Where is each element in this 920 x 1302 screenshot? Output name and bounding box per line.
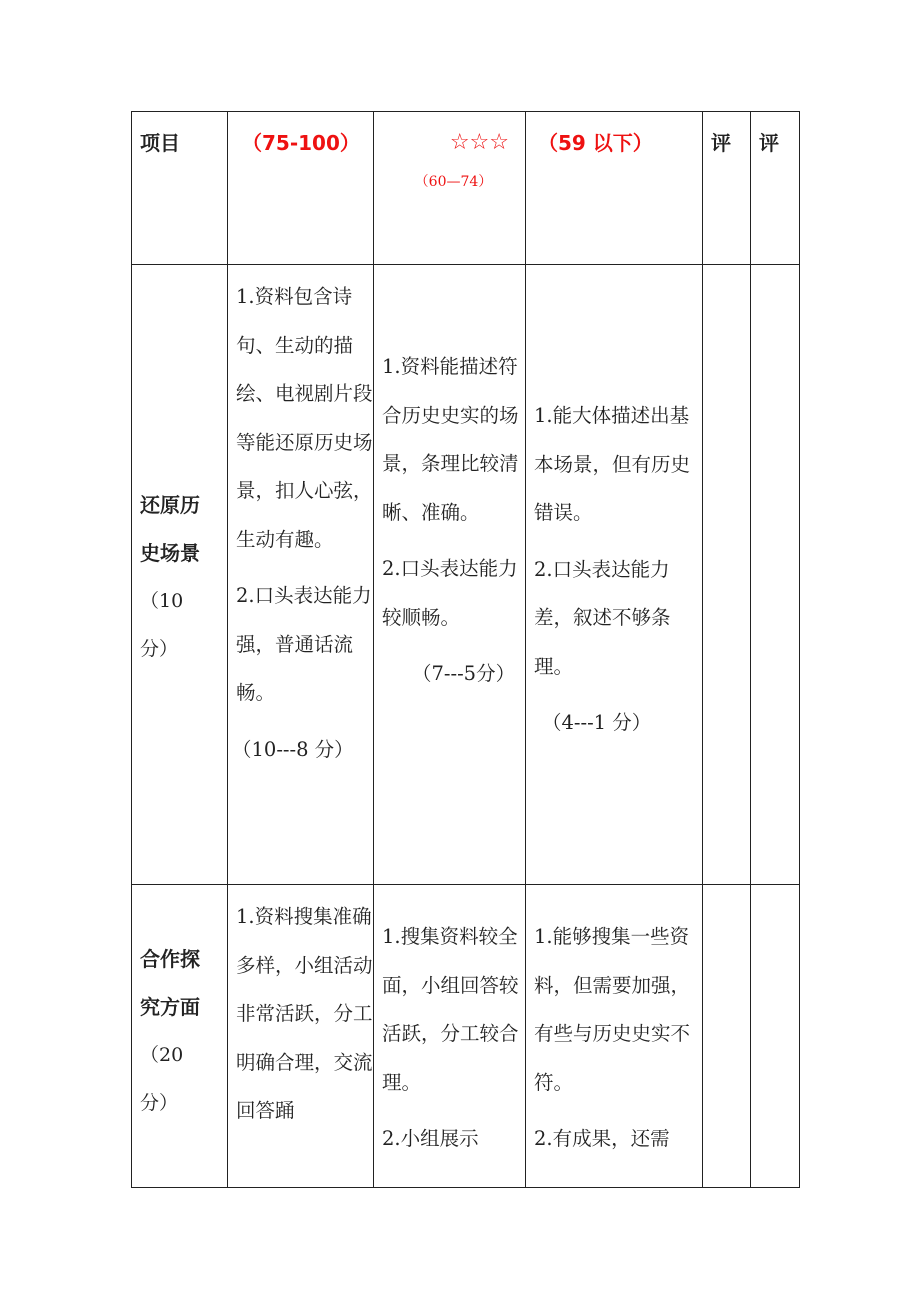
eval-cell-2[interactable] bbox=[751, 265, 800, 885]
category-score-line1: （10 bbox=[140, 590, 184, 612]
criteria-low-cell bbox=[526, 265, 703, 885]
criteria-score: （7---5分） bbox=[412, 662, 516, 685]
header-eval-cell-1 bbox=[703, 112, 751, 265]
header-project-cell bbox=[132, 112, 228, 265]
header-eval-cell-2 bbox=[751, 112, 800, 265]
header-mid-cell bbox=[374, 112, 526, 265]
criteria-text: 2.口头表达能力差，叙述不够条理。 bbox=[534, 557, 671, 678]
criteria-text: 1.资料包含诗句、生动的描绘、电视剧片段等能还原历史场景，扣人心弦，生动有趣。 bbox=[236, 285, 373, 551]
criteria-text: 1.资料能描述符合历史史实的场景，条理比较清晰、准确。 bbox=[382, 355, 519, 524]
eval-cell-2[interactable] bbox=[751, 885, 800, 1188]
category-score-line2: 分） bbox=[140, 638, 179, 660]
header-eval-label-1: 评 bbox=[711, 131, 731, 155]
category-name-line1: 合作探 bbox=[140, 947, 200, 971]
header-project-label: 项目 bbox=[140, 131, 180, 155]
category-score-line1: （20 bbox=[140, 1044, 184, 1066]
category-name-line2: 究方面 bbox=[140, 995, 200, 1019]
header-low-cell bbox=[526, 112, 703, 265]
header-stars: ☆☆☆ bbox=[449, 130, 509, 155]
criteria-text: 2.小组展示 bbox=[382, 1127, 479, 1150]
criteria-text: 2.有成果，还需 bbox=[534, 1127, 670, 1150]
category-cell bbox=[132, 265, 228, 885]
evaluation-rubric-table bbox=[131, 111, 800, 1188]
criteria-high-cell bbox=[228, 885, 374, 1188]
criteria-text: 1.资料搜集准确多样，小组活动非常活跃，分工明确合理，交流回答踊 bbox=[236, 905, 373, 1122]
table-row bbox=[132, 885, 800, 1188]
header-high-cell bbox=[228, 112, 374, 265]
criteria-text: 1.搜集资料较全面，小组回答较活跃，分工较合理。 bbox=[382, 925, 519, 1094]
category-score-line2: 分） bbox=[140, 1092, 179, 1114]
category-name-line2: 史场景 bbox=[140, 541, 200, 565]
criteria-mid-cell bbox=[374, 885, 526, 1188]
criteria-mid-cell bbox=[374, 265, 526, 885]
table-row bbox=[132, 265, 800, 885]
header-row bbox=[132, 112, 800, 265]
criteria-text: 1.能大体描述出基本场景，但有历史错误。 bbox=[534, 404, 691, 524]
criteria-low-cell bbox=[526, 885, 703, 1188]
header-eval-label-2: 评 bbox=[759, 131, 779, 155]
header-range-mid: （60—74） bbox=[414, 174, 493, 190]
criteria-text: 1.能够搜集一些资料，但需要加强，有些与历史史实不符。 bbox=[534, 925, 691, 1094]
criteria-text: 2.口头表达能力强，普通话流畅。 bbox=[236, 584, 372, 704]
eval-cell-1[interactable] bbox=[703, 265, 751, 885]
eval-cell-1[interactable] bbox=[703, 885, 751, 1188]
header-range-low: （59 以下） bbox=[538, 131, 653, 155]
criteria-score: （10---8 分） bbox=[232, 737, 354, 761]
criteria-text: 2.口头表达能力较顺畅。 bbox=[382, 557, 518, 629]
header-range-high: （75-100） bbox=[242, 131, 360, 155]
category-name-line1: 还原历 bbox=[140, 493, 200, 517]
criteria-score: （4---1 分） bbox=[542, 711, 652, 734]
criteria-high-cell bbox=[228, 265, 374, 885]
category-cell bbox=[132, 885, 228, 1188]
